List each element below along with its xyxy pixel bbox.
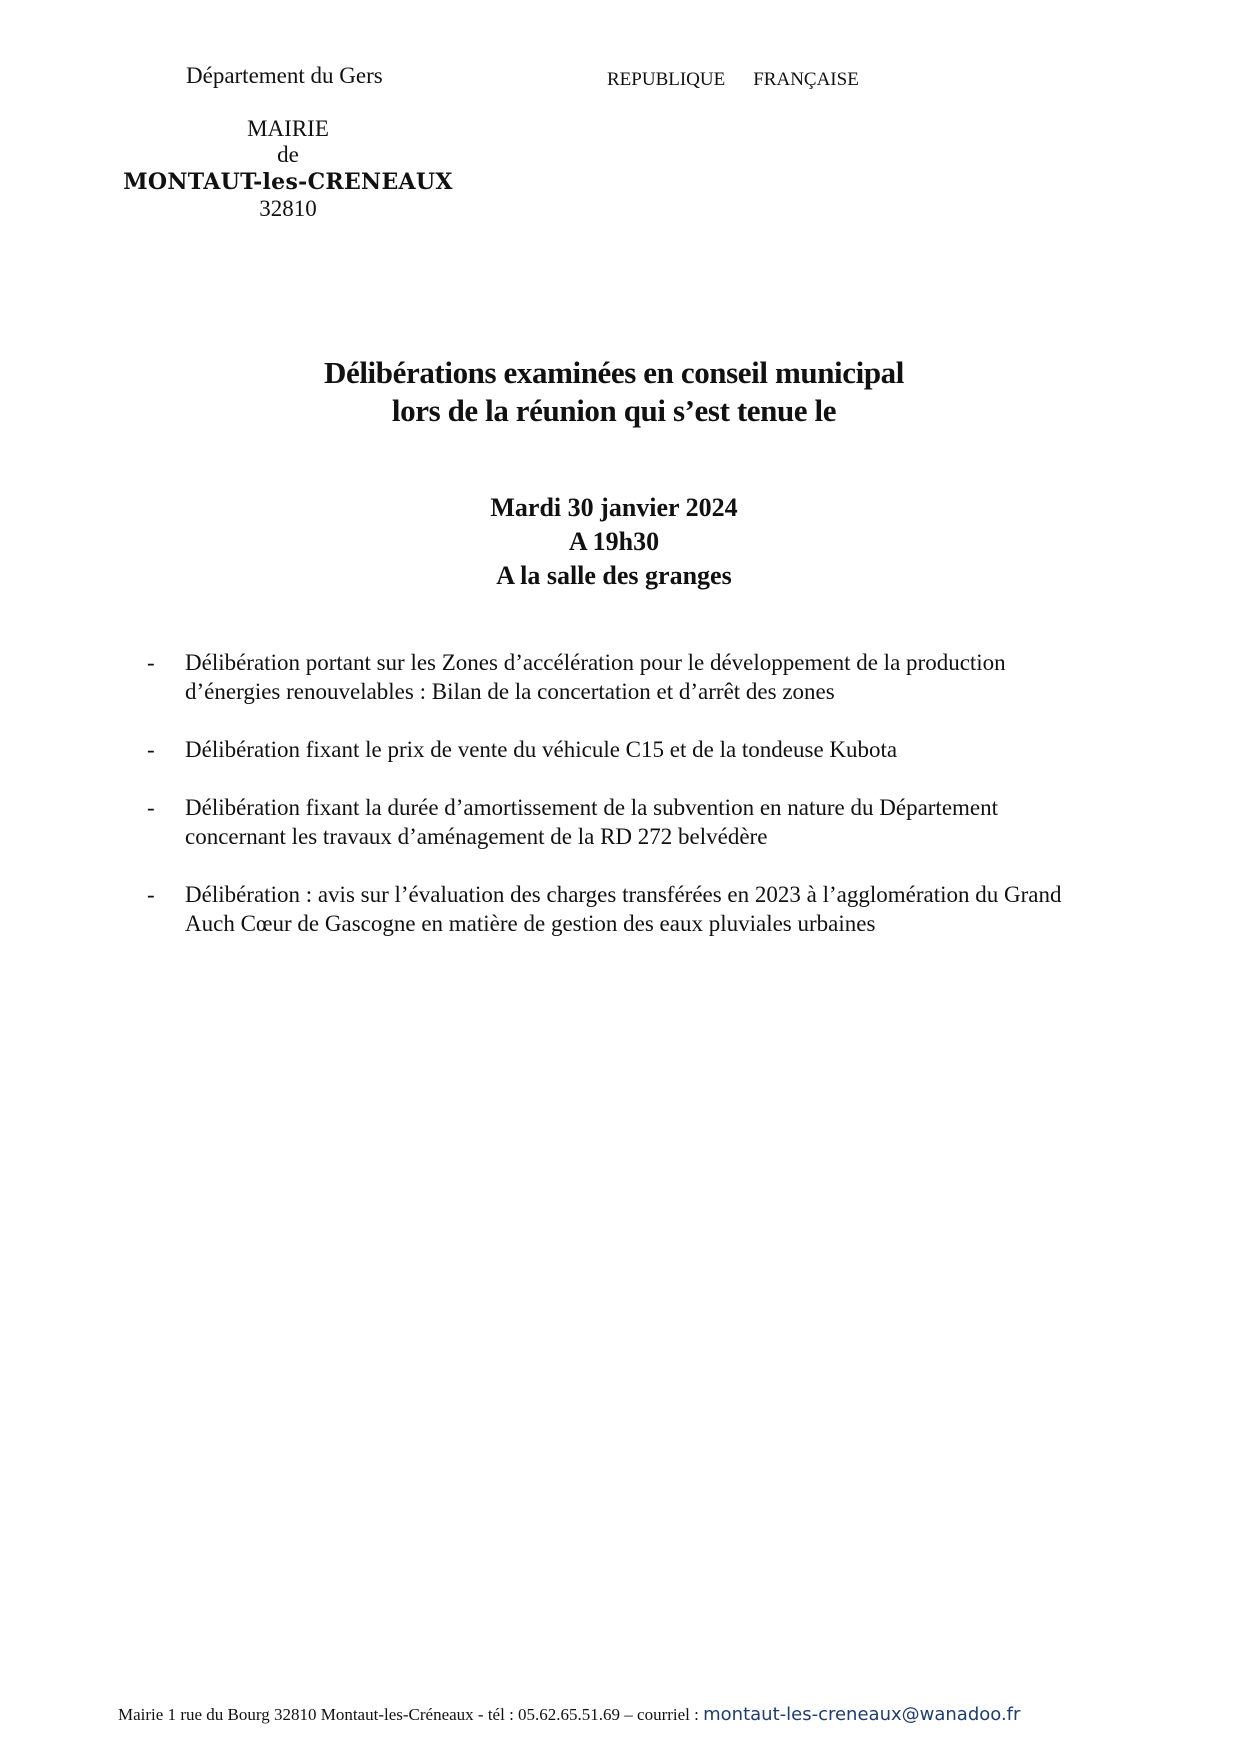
- mairie-label: MAIRIE: [247, 116, 329, 141]
- list-item: [147, 735, 1087, 764]
- mairie-de: de: [277, 142, 299, 167]
- footer-email-link[interactable]: montaut-les-creneaux@wanadoo.fr: [703, 1704, 1021, 1725]
- commune-name: MONTAUT-les-CRENEAUX: [123, 169, 453, 195]
- deliberation-text: Délibération : avis sur l’évaluation des charges transférées en 2023 à l’agglomération du Grand Auch Cœur de Gascogne en matière de gestion des eaux pluviales urbaines: [185, 882, 1062, 936]
- deliberations-list: [147, 648, 1087, 967]
- deliberation-text: Délibération portant sur les Zones d’accélération pour le développement de la production d’énergies renouvelables : Bilan de la concertation et d’arrêt des zones: [185, 650, 1006, 704]
- meeting-date: Mardi 30 janvier 2024: [490, 493, 738, 522]
- department-name: Département du Gers: [186, 63, 383, 88]
- meeting-place: A la salle des granges: [496, 561, 732, 590]
- bullet-dash: -: [147, 650, 155, 675]
- document-title: [0, 354, 1228, 430]
- republique-francaise: [607, 68, 859, 92]
- footer-address: Mairie 1 rue du Bourg 32810 Montaut-les-Créneaux - tél : 05.62.65.51.69 – courriel :: [118, 1705, 704, 1724]
- list-item: [147, 793, 1087, 851]
- footer-contact: [118, 1704, 1020, 1726]
- list-item: [147, 648, 1087, 706]
- postcode: 32810: [259, 196, 317, 221]
- bullet-dash: -: [147, 737, 155, 762]
- republique-word: REPUBLIQUE: [607, 69, 726, 90]
- deliberation-text: Délibération fixant la durée d’amortissement de la subvention en nature du Département concernant les travaux d’aménagement de la RD 272 belvédère: [185, 795, 999, 849]
- list-item: [147, 880, 1087, 938]
- deliberation-text: Délibération fixant le prix de vente du véhicule C15 et de la tondeuse Kubota: [185, 737, 898, 762]
- mairie-block: [108, 116, 468, 222]
- title-line-1: Délibérations examinées en conseil municipal: [324, 355, 904, 390]
- title-line-2: lors de la réunion qui s’est tenue le: [391, 393, 837, 428]
- francaise-word: FRANÇAISE: [753, 69, 859, 90]
- bullet-dash: -: [147, 795, 155, 820]
- bullet-dash: -: [147, 882, 155, 907]
- meeting-time: A 19h30: [568, 527, 660, 556]
- meeting-info: [0, 491, 1228, 593]
